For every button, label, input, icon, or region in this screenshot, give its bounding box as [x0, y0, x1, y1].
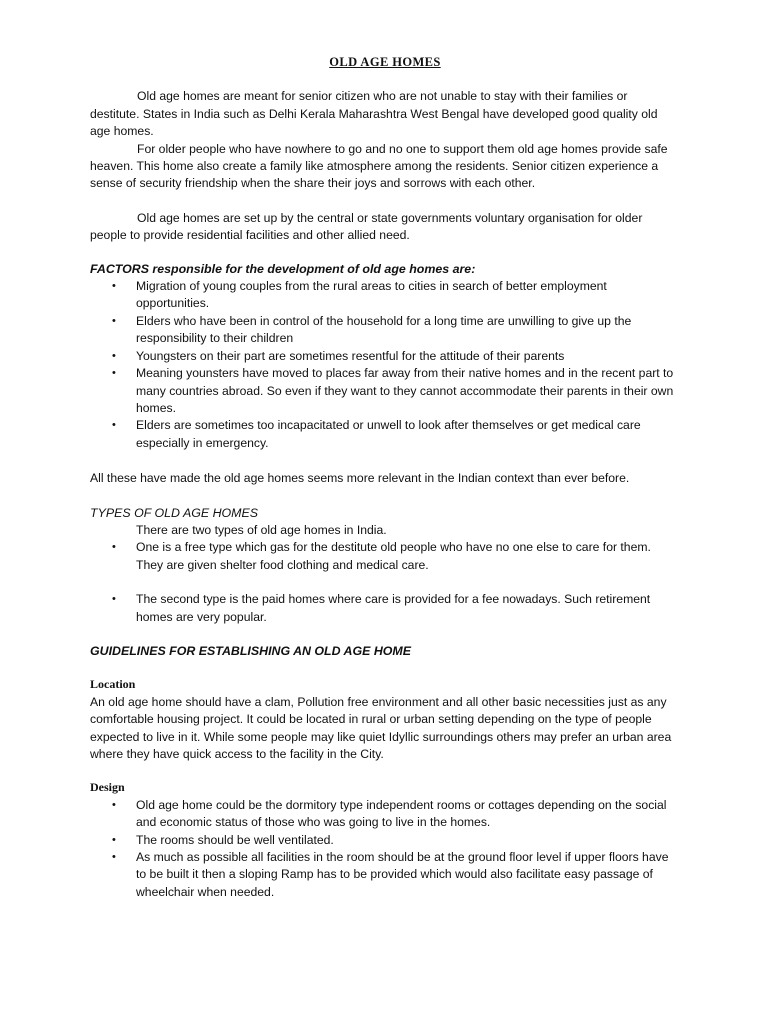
factors-heading: FACTORS responsible for the development of old age homes are:	[90, 261, 476, 276]
document-title: OLD AGE HOMES	[329, 55, 441, 69]
list-item: • The second type is the paid homes where care is provided for a fee nowadays. Such retirement homes are very popular.	[90, 591, 680, 626]
types-list	[90, 539, 680, 626]
list-item: • One is a free type which gas for the destitute old people who have no one else to care for them. They are given shelter food clothing and medical care.	[90, 539, 680, 574]
location-text: An old age home should have a clam, Pollution free environment and all other basic necessities just as any comfortable housing project. It could be located in rural or urban setting depending on the type of people expected to live in it. While some people may like quiet Idyllic surroundings others may prefer an urban area where they have quick access to the facility in the City.	[90, 694, 672, 761]
intro-paragraph-2: For older people who have nowhere to go and no one to support them old age homes provide safe heaven. This home also create a family like atmosphere among the residents. Senior citizen experience a sense of security friendship when the share their joys and sorrows with each other.	[90, 141, 668, 191]
list-item: • Elders who have been in control of the household for a long time are unwilling to give up the responsibility to their children	[90, 313, 680, 348]
list-item: • Old age home could be the dormitory type independent rooms or cottages depending on the social and economic status of those who was going to live in the homes.	[90, 797, 680, 832]
intro-paragraph-1: Old age homes are meant for senior citizen who are not unable to stay with their families or destitute. States in India such as Delhi Kerala Maharashtra West Bengal have developed good quality old age homes.	[90, 89, 658, 139]
types-intro: There are two types of old age homes in India.	[136, 522, 387, 537]
factors-list	[90, 278, 680, 452]
location-heading: Location	[90, 677, 136, 692]
list-item: • Meaning younsters have moved to places far away from their native homes and in the recent part to many countries abroad. So even if they want to they cannot accommodate their parents in their own homes.	[90, 365, 680, 417]
document-body	[90, 54, 680, 901]
list-item: • As much as possible all facilities in the room should be at the ground floor level if upper floors have to be built it then a sloping Ramp has to be provided which would also facilitate easy passage of wheelchair when needed.	[90, 849, 680, 901]
list-item: • Migration of young couples from the rural areas to cities in search of better employment opportunities.	[90, 278, 680, 313]
list-item: • The rooms should be well ventilated.	[90, 832, 680, 849]
intro-paragraph-3: Old age homes are set up by the central or state governments voluntary organisation for older people to provide residential facilities and other allied need.	[90, 210, 643, 243]
guidelines-heading: GUIDELINES FOR ESTABLISHING AN OLD AGE HOME	[90, 643, 412, 658]
list-item: • Elders are sometimes too incapacitated or unwell to look after themselves or get medical care especially in emergency.	[90, 417, 680, 452]
list-item: • Youngsters on their part are sometimes resentful for the attitude of their parents	[90, 348, 680, 365]
types-heading: TYPES OF OLD AGE HOMES	[90, 505, 258, 520]
design-heading: Design	[90, 780, 125, 795]
design-list	[90, 797, 680, 901]
factors-conclusion: All these have made the old age homes seems more relevant in the Indian context than ever before.	[90, 471, 630, 486]
